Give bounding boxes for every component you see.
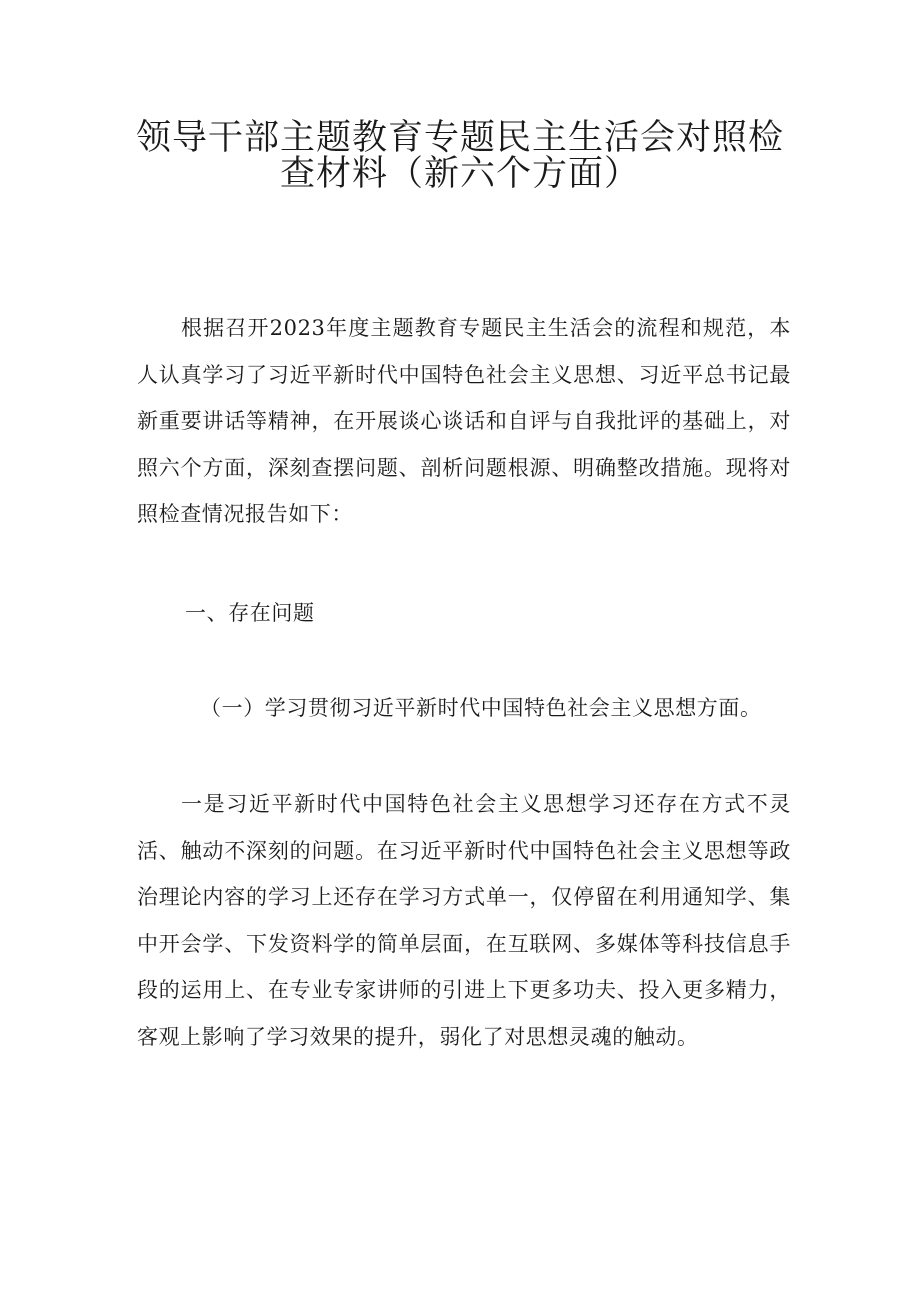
point-paragraph: 一是习近平新时代中国特色社会主义思想学习还存在方式不灵活、触动不深刻的问题。在习近平新时代中国特色社会主义思想等政治理论内容的学习上还存在学习方式单一，仅停留在利用通知学、集中开会学、下发资料学的简单层面，在互联网、多媒体等科技信息手段的运用上、在专业专家讲师的引进上下更多功夫、投入更多精力，客观上影响了学习效果的提升，弱化了对思想灵魂的触动。 [137, 792, 791, 1049]
document-title-line-2: 查材料（新六个方面） [279, 154, 640, 194]
section-heading: 一、存在问题 [185, 601, 315, 625]
document-title-line-1: 领导干部主题教育专题民主生活会对照检 [135, 118, 784, 158]
intro-paragraph: 根据召开2023年度主题教育专题民主生活会的流程和规范，本人认真学习了习近平新时代中国特色社会主义思想、习近平总书记最新重要讲话等精神，在开展谈心谈话和自评与自我批评的基础上，对照六个方面，深刻查摆问题、剖析问题根源、明确整改措施。现将对照检查情况报告如下： [137, 316, 791, 526]
subsection-heading: （一）学习贯彻习近平新时代中国特色社会主义思想方面。 [200, 696, 762, 720]
